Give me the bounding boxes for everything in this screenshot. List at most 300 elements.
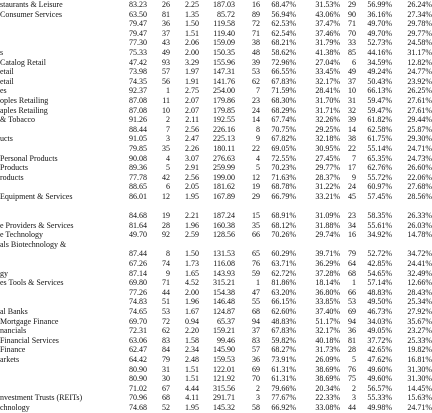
value-cell: 30.95% xyxy=(315,143,340,153)
value-cell: 27.92% xyxy=(407,307,432,316)
value-cell: 57.45% xyxy=(367,191,392,201)
value-cell: 24.77% xyxy=(407,67,432,77)
industry-name-cell: roducts xyxy=(0,172,24,182)
value-cell: 2.11 xyxy=(185,115,199,125)
value-cell: 65.35% xyxy=(367,153,392,163)
value-cell: 22.33% xyxy=(315,393,340,403)
value-cell: 56.57% xyxy=(367,383,392,393)
value-cell: 49 xyxy=(162,47,170,57)
value-cell: 38 xyxy=(348,134,356,144)
value-cell: 15 xyxy=(252,211,260,221)
value-cell: 71.63% xyxy=(271,172,296,182)
value-cell: 6 xyxy=(352,57,356,67)
value-cell: 49.70% xyxy=(367,28,392,38)
value-cell: 44 xyxy=(348,402,356,412)
value-cell: 167.89 xyxy=(213,191,235,201)
value-cell: 29 xyxy=(252,191,260,201)
table-row xyxy=(0,57,432,68)
industry-name-cell: gy xyxy=(0,268,8,278)
value-cell: 36.16% xyxy=(367,9,392,19)
industry-name-cell: nvestment Trusts (REITs) xyxy=(0,393,83,403)
value-cell: 11 xyxy=(162,95,170,105)
value-cell: 67 xyxy=(162,383,170,393)
value-cell: 37 xyxy=(162,28,170,38)
value-cell: 187.24 xyxy=(213,211,235,221)
table-row xyxy=(0,9,432,20)
value-cell: 37.72% xyxy=(367,335,392,345)
value-cell: 10 xyxy=(162,105,170,115)
table-row xyxy=(0,220,432,231)
value-cell: 87.08 xyxy=(129,95,147,105)
industry-name-cell: nancials xyxy=(0,326,27,336)
value-cell: 34.72% xyxy=(407,249,432,259)
value-cell: 69.80 xyxy=(129,278,147,288)
value-cell: 62.53% xyxy=(271,19,296,29)
value-cell: 28.56% xyxy=(407,191,432,201)
value-cell: 49.05% xyxy=(367,326,392,336)
value-cell: 4.11 xyxy=(185,393,199,403)
value-cell: 29.77% xyxy=(315,163,340,173)
value-cell: 51 xyxy=(162,297,170,307)
value-cell: 62.54% xyxy=(271,28,296,38)
value-cell: 75.33 xyxy=(129,47,147,57)
value-cell: 33.45% xyxy=(315,67,340,77)
value-cell: 29.74% xyxy=(315,230,340,240)
value-cell: 2.25 xyxy=(185,0,199,9)
value-cell: 37 xyxy=(252,326,260,336)
value-cell: 143.93 xyxy=(213,268,235,278)
table-row xyxy=(0,402,432,413)
value-cell: 66.15% xyxy=(271,297,296,307)
industry-name-cell: es xyxy=(0,86,7,96)
industry-name-cell: Catalog Retail xyxy=(0,57,46,67)
value-cell: 25.33% xyxy=(407,335,432,345)
value-cell: 26.60% xyxy=(407,163,432,173)
value-cell: 71.02 xyxy=(129,383,147,393)
value-cell: 26.03% xyxy=(407,220,432,230)
value-cell: 3 xyxy=(352,393,356,403)
table-row xyxy=(0,383,432,394)
value-cell: 66.79% xyxy=(271,191,296,201)
value-cell: 79 xyxy=(348,249,356,259)
value-cell: 19 xyxy=(162,211,170,221)
value-cell: 24.41% xyxy=(407,259,432,269)
value-cell: 1.67 xyxy=(185,307,199,316)
value-cell: 93 xyxy=(162,57,170,67)
value-cell: 1.91 xyxy=(185,76,199,86)
value-cell: 48.83% xyxy=(271,316,296,326)
value-cell: 63.20% xyxy=(271,287,296,297)
value-cell: 1 xyxy=(256,278,260,288)
table-row xyxy=(0,0,432,10)
value-cell: 1.51 xyxy=(185,374,199,384)
value-cell: 147.31 xyxy=(213,67,235,77)
table-row xyxy=(0,249,432,259)
value-cell: 61.31% xyxy=(271,364,296,374)
value-cell: 31 xyxy=(162,364,170,374)
value-cell: 66.55% xyxy=(271,67,296,77)
value-cell: 57 xyxy=(162,67,170,77)
value-cell: 2.75 xyxy=(185,86,199,96)
value-cell: 34.03% xyxy=(367,316,392,326)
value-cell: 68 xyxy=(162,393,170,403)
value-cell: 1.95 xyxy=(185,402,199,412)
industry-name-cell: aples Retailing xyxy=(0,105,48,115)
value-cell: 36 xyxy=(348,326,356,336)
value-cell: 2.00 xyxy=(185,47,199,57)
value-cell: 23.92% xyxy=(407,76,432,86)
value-cell: 18.14% xyxy=(315,278,340,288)
value-cell: 56.99% xyxy=(367,0,392,9)
value-cell: 62.60% xyxy=(271,307,296,316)
value-cell: 28.41% xyxy=(315,86,340,96)
value-cell: 59.82% xyxy=(271,335,296,345)
value-cell: 31.09% xyxy=(315,211,340,221)
value-cell: 35.67% xyxy=(407,316,432,326)
value-cell: 71 xyxy=(252,28,260,38)
value-cell: 23 xyxy=(252,95,260,105)
value-cell: 1.97 xyxy=(185,67,199,77)
table-row xyxy=(0,182,432,192)
table-row xyxy=(0,86,432,96)
value-cell: 83 xyxy=(252,335,260,345)
value-cell: 69.05% xyxy=(271,143,296,153)
value-cell: 53 xyxy=(348,297,356,307)
industry-name-cell: ucts xyxy=(0,134,13,144)
industry-name-cell: arkets xyxy=(0,354,20,364)
value-cell: 24 xyxy=(348,182,356,192)
table-row xyxy=(0,393,432,403)
industry-name-cell: etail xyxy=(0,67,14,77)
value-cell: 38.69% xyxy=(315,374,340,384)
value-cell: 124.87 xyxy=(213,307,235,316)
industry-name-cell: etail xyxy=(0,76,14,86)
value-cell: 31.30% xyxy=(407,364,432,374)
value-cell: 14.78% xyxy=(407,230,432,240)
value-cell: 34.59% xyxy=(367,57,392,67)
value-cell: 2 xyxy=(352,383,356,393)
value-cell: 59.47% xyxy=(367,105,392,115)
value-cell: 10 xyxy=(348,86,356,96)
value-cell: 55.14% xyxy=(367,143,392,153)
value-cell: 22 xyxy=(348,143,356,153)
value-cell: 5 xyxy=(352,354,356,364)
value-cell: 259.99 xyxy=(213,163,235,173)
value-cell: 71 xyxy=(348,19,356,29)
value-cell: 27.34% xyxy=(407,9,432,19)
value-cell: 55 xyxy=(252,297,260,307)
value-cell: 37.46% xyxy=(315,28,340,38)
value-cell: 291.71 xyxy=(213,393,235,403)
table-row xyxy=(0,345,432,355)
value-cell: 79.85 xyxy=(129,143,147,153)
value-cell: 50.43% xyxy=(367,76,392,86)
table-row xyxy=(0,191,432,202)
value-cell: 254.00 xyxy=(213,86,235,96)
value-cell: 159.53 xyxy=(213,354,235,364)
value-cell: 68.29% xyxy=(271,105,296,115)
value-cell: 2.48 xyxy=(185,354,199,364)
value-cell: 72.31 xyxy=(129,326,147,336)
value-cell: 6 xyxy=(166,182,170,192)
value-cell: 1 xyxy=(352,278,356,288)
value-cell: 81.86% xyxy=(271,278,296,288)
value-cell: 276.63 xyxy=(213,153,235,163)
value-cell: 9 xyxy=(256,134,260,144)
value-cell: 27.61% xyxy=(407,95,432,105)
value-cell: 41.38% xyxy=(315,47,340,57)
value-cell: 29.44% xyxy=(407,115,432,125)
value-cell: 181.62 xyxy=(213,182,235,192)
value-cell: 4 xyxy=(256,153,260,163)
value-cell: 25.34% xyxy=(407,297,432,307)
value-cell: 70.96 xyxy=(129,393,147,403)
value-cell: 2.26 xyxy=(185,143,199,153)
value-cell: 90 xyxy=(348,9,356,19)
value-cell: 85 xyxy=(348,47,356,57)
value-cell: 7 xyxy=(166,124,170,134)
value-cell: 16.81% xyxy=(407,354,432,364)
value-cell: 92 xyxy=(162,230,170,240)
value-cell: 68.78% xyxy=(271,182,296,192)
value-cell: 32.18% xyxy=(315,134,340,144)
value-cell: 77.30 xyxy=(129,38,147,48)
value-cell: 68.91% xyxy=(271,211,296,221)
value-cell: 42.85% xyxy=(367,259,392,269)
value-cell: 150.35 xyxy=(213,47,235,57)
value-cell: 145.32 xyxy=(213,402,235,412)
value-cell: 68.12% xyxy=(271,220,296,230)
value-cell: 29.77% xyxy=(407,28,432,38)
value-cell: 0.94 xyxy=(185,316,199,326)
value-cell: 1.95 xyxy=(185,191,199,201)
value-cell: 52 xyxy=(162,402,170,412)
value-cell: 60.97% xyxy=(367,182,392,192)
value-cell: 49.98% xyxy=(367,402,392,412)
value-cell: 8 xyxy=(256,124,260,134)
table-row xyxy=(0,153,432,164)
value-cell: 47 xyxy=(252,287,260,297)
value-cell: 14.45% xyxy=(407,383,432,393)
value-cell: 315.21 xyxy=(213,278,235,288)
value-cell: 1.96 xyxy=(185,297,199,307)
value-cell: 64.42 xyxy=(129,354,147,364)
value-cell: 2.56 xyxy=(185,124,199,134)
value-cell: 42 xyxy=(162,172,170,182)
value-cell: 225.13 xyxy=(213,134,235,144)
value-cell: 61.31% xyxy=(271,374,296,384)
value-cell: 76 xyxy=(252,259,260,269)
value-cell: 22.06% xyxy=(407,172,432,182)
value-cell: 66 xyxy=(348,287,356,297)
value-cell: 79 xyxy=(162,354,170,364)
value-cell: 2.59 xyxy=(185,230,199,240)
value-cell: 72.55% xyxy=(271,153,296,163)
value-cell: 2.00 xyxy=(185,287,199,297)
value-cell: 73.91% xyxy=(271,354,296,364)
value-cell: 39.71% xyxy=(315,249,340,259)
value-cell: 67.83% xyxy=(271,76,296,86)
table-row xyxy=(0,105,432,116)
value-cell: 64 xyxy=(348,259,356,269)
value-cell: 26.24% xyxy=(407,0,432,9)
industry-name-cell: oples Retailing xyxy=(0,95,49,105)
value-cell: 81 xyxy=(162,9,170,19)
value-cell: 5 xyxy=(166,163,170,173)
value-cell: 62.76% xyxy=(367,163,392,173)
value-cell: 88.44 xyxy=(129,124,147,134)
value-cell: 99.46 xyxy=(217,335,235,345)
value-cell: 80.90 xyxy=(129,364,147,374)
value-cell: 87.14 xyxy=(129,268,147,278)
value-cell: 37.47% xyxy=(315,19,340,29)
industry-name-cell: Equipment & Services xyxy=(0,191,73,201)
value-cell: 52.73% xyxy=(367,38,392,48)
table-row xyxy=(0,316,432,327)
value-cell: 55.33% xyxy=(367,393,392,403)
value-cell: 43.06% xyxy=(315,9,340,19)
value-cell: 3.07 xyxy=(185,153,199,163)
value-cell: 31.71% xyxy=(315,105,340,115)
value-cell: 29.78% xyxy=(407,19,432,29)
value-cell: 47.62% xyxy=(367,354,392,364)
value-cell: 54.65% xyxy=(367,268,392,278)
value-cell: 52.72% xyxy=(367,249,392,259)
value-cell: 73.98 xyxy=(129,67,147,77)
value-cell: 34.92% xyxy=(367,230,392,240)
table-row xyxy=(0,143,432,154)
value-cell: 24.71% xyxy=(407,143,432,153)
table-row xyxy=(0,374,432,384)
value-cell: 81.64 xyxy=(129,220,147,230)
value-cell: 28.37% xyxy=(315,172,340,182)
industry-name-cell: e Technology xyxy=(0,230,44,240)
value-cell: 16 xyxy=(252,0,260,9)
value-cell: 49.50% xyxy=(367,297,392,307)
value-cell: 17 xyxy=(348,163,356,173)
value-cell: 36 xyxy=(162,19,170,29)
value-cell: 84 xyxy=(162,345,170,355)
value-cell: 24.71% xyxy=(407,402,432,412)
value-cell: 55.72% xyxy=(367,172,392,182)
value-cell: 66 xyxy=(252,230,260,240)
value-cell: 57.14% xyxy=(367,278,392,288)
value-cell: 62.47 xyxy=(129,345,147,355)
table-row xyxy=(0,354,432,365)
value-cell: 1.35 xyxy=(185,9,199,19)
value-cell: 67.26 xyxy=(129,259,147,269)
value-cell: 199.00 xyxy=(213,172,235,182)
value-cell: 62 xyxy=(252,76,260,86)
value-cell: 53 xyxy=(162,307,170,316)
value-cell: 27.04% xyxy=(315,57,340,67)
table-row xyxy=(0,115,432,125)
value-cell: 12.66% xyxy=(407,278,432,288)
value-cell: 22 xyxy=(252,143,260,153)
value-cell: 179.85 xyxy=(213,105,235,115)
table-row xyxy=(0,335,432,346)
value-cell: 25.87% xyxy=(407,124,432,134)
value-cell: 15.63% xyxy=(407,393,432,403)
table-row xyxy=(0,47,432,58)
value-cell: 36.80% xyxy=(315,287,340,297)
value-cell: 42.65% xyxy=(367,345,392,355)
value-cell: 32.49% xyxy=(407,268,432,278)
value-cell: 38 xyxy=(252,38,260,48)
value-cell: 57 xyxy=(252,345,260,355)
value-cell: 29.30% xyxy=(407,134,432,144)
value-cell: 26.09% xyxy=(315,354,340,364)
value-cell: 74.35 xyxy=(129,76,147,86)
value-cell: 59 xyxy=(252,268,260,278)
value-cell: 29.25% xyxy=(315,124,340,134)
value-cell: 119.40 xyxy=(213,28,235,38)
value-cell: 71.59% xyxy=(271,86,296,96)
value-cell: 192.55 xyxy=(213,115,235,125)
value-cell: 72.96% xyxy=(271,57,296,67)
value-cell: 58.35% xyxy=(367,211,392,221)
table-row xyxy=(0,297,432,307)
value-cell: 9 xyxy=(352,172,356,182)
value-cell: 23 xyxy=(348,211,356,221)
value-cell: 3.29 xyxy=(185,57,199,67)
value-cell: 28 xyxy=(162,220,170,230)
value-cell: 65.37 xyxy=(217,316,235,326)
value-cell: 160.38 xyxy=(213,220,235,230)
value-cell: 2.05 xyxy=(185,182,199,192)
value-cell: 91.26 xyxy=(129,115,147,125)
table-row xyxy=(0,278,432,288)
value-cell: 2.56 xyxy=(185,172,199,182)
value-cell: 72 xyxy=(252,19,260,29)
value-cell: 69.70 xyxy=(129,316,147,326)
value-cell: 47.42 xyxy=(129,57,147,67)
value-cell: 155.96 xyxy=(213,57,235,67)
table-row xyxy=(0,28,432,39)
value-cell: 35 xyxy=(252,220,260,230)
value-cell: 9 xyxy=(166,268,170,278)
value-cell: 26 xyxy=(162,0,170,9)
value-cell: 66.92% xyxy=(271,402,296,412)
value-cell: 33.21% xyxy=(315,191,340,201)
value-cell: 7 xyxy=(352,153,356,163)
value-cell: 68.27% xyxy=(271,345,296,355)
table-row xyxy=(0,67,432,77)
value-cell: 37.28% xyxy=(315,268,340,278)
value-cell: 70 xyxy=(348,28,356,38)
value-cell: 2.20 xyxy=(185,326,199,336)
value-cell: 65 xyxy=(252,249,260,259)
value-cell: 19 xyxy=(252,182,260,192)
value-cell: 226.16 xyxy=(213,124,235,134)
value-cell: 14 xyxy=(348,124,356,134)
value-cell: 59.47% xyxy=(367,95,392,105)
value-cell: 77.67% xyxy=(271,393,296,403)
value-cell: 49.60% xyxy=(367,374,392,384)
value-cell: 1.73 xyxy=(185,259,199,269)
industry-name-cell: e Providers & Services xyxy=(0,220,74,230)
value-cell: 146.48 xyxy=(213,297,235,307)
value-cell: 2.91 xyxy=(185,163,199,173)
value-cell: 87.08 xyxy=(129,105,147,115)
table-row xyxy=(0,364,432,375)
value-cell: 2 xyxy=(166,115,170,125)
value-cell: 31.22% xyxy=(315,182,340,192)
value-cell: 49.60% xyxy=(367,364,392,374)
value-cell: 39 xyxy=(348,115,356,125)
value-cell: 12.82% xyxy=(407,57,432,67)
industry-name-cell: s xyxy=(0,47,4,57)
